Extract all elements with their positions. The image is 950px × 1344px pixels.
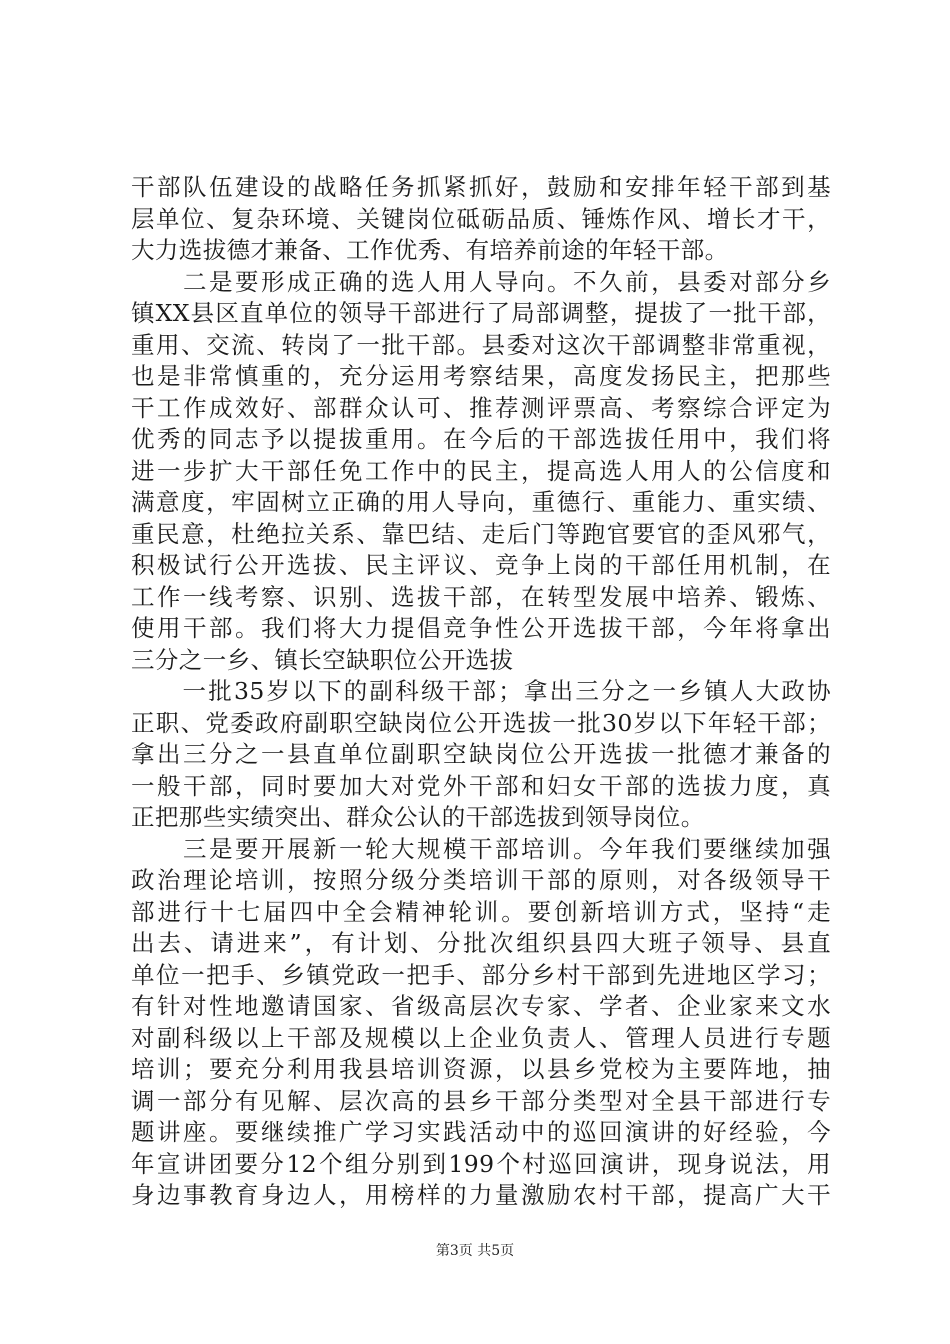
page-footer: 第3页 共5页 bbox=[435, 1243, 515, 1259]
text-line: 干工作成效好、部群众认可、推荐测评票高、考察综合评定为 bbox=[131, 393, 831, 422]
text-line: 满意度，牢固树立正确的用人导向，重德行、重能力、重实绩、 bbox=[131, 488, 831, 516]
text-line: 镇XX县区直单位的领导干部进行了局部调整，提拔了一批干部， bbox=[131, 299, 831, 327]
text-line: 单位一把手、乡镇党政一把手、部分乡村干部到先进地区学习； bbox=[131, 960, 831, 989]
text-line: 年宣讲团要分12个组分别到199个村巡回演讲，现身说法，用 bbox=[131, 1149, 831, 1178]
text-line: 有针对性地邀请国家、省级高层次专家、学者、企业家来文水 bbox=[131, 992, 831, 1020]
text-line: 一般干部，同时要加大对党外干部和妇女干部的选拔力度，真 bbox=[131, 771, 831, 800]
text-line: 进一步扩大干部任免工作中的民主，提高选人用人的公信度和 bbox=[131, 456, 831, 485]
text-line: 二是要形成正确的选人用人导向。不久前，县委对部分乡 bbox=[131, 267, 831, 296]
text-line: 重用、交流、转岗了一批干部。县委对这次干部调整非常重视， bbox=[131, 330, 831, 359]
text-line: 一批35岁以下的副科级干部；拿出三分之一乡镇人大政协 bbox=[131, 677, 831, 705]
text-line: 层单位、复杂环境、关键岗位砥砺品质、锤炼作风、增长才干， bbox=[131, 204, 831, 233]
text-line: 重民意，杜绝拉关系、靠巴结、走后门等跑官要官的歪风邪气， bbox=[131, 519, 831, 548]
text-line: 对副科级以上干部及规模以上企业负责人、管理人员进行专题 bbox=[131, 1023, 831, 1052]
text-line: 三是要开展新一轮大规模干部培训。今年我们要继续加强 bbox=[131, 834, 831, 863]
text-line: 使用干部。我们将大力提倡竞争性公开选拔干部，今年将拿出 bbox=[131, 614, 831, 642]
text-line: 工作一线考察、识别、选拔干部，在转型发展中培养、锻炼、 bbox=[131, 582, 831, 611]
text-line: 拿出三分之一县直单位副职空缺岗位公开选拔一批德才兼备的 bbox=[131, 740, 831, 768]
text-line: 出去、请进来”，有计划、分批次组织县四大班子领导、县直 bbox=[131, 929, 831, 957]
text-line: 也是非常慎重的，充分运用考察结果，高度发扬民主，把那些 bbox=[131, 362, 831, 390]
text-line: 政治理论培训，按照分级分类培训干部的原则，对各级领导干 bbox=[131, 866, 831, 894]
text-line: 大力选拔德才兼备、工作优秀、有培养前途的年轻干部。 bbox=[131, 236, 729, 264]
text-line: 部进行十七届四中全会精神轮训。要创新培训方式，坚持“走 bbox=[131, 897, 831, 926]
text-line: 干部队伍建设的战略任务抓紧抓好，鼓励和安排年轻干部到基 bbox=[131, 173, 831, 201]
text-line: 身边事教育身边人，用榜样的力量激励农村干部，提高广大干 bbox=[131, 1181, 831, 1209]
text-line: 正职、党委政府副职空缺岗位公开选拔一批30岁以下年轻干部； bbox=[131, 708, 831, 737]
text-line: 题讲座。要继续推广学习实践活动中的巡回演讲的好经验，今 bbox=[131, 1118, 831, 1146]
text-line: 积极试行公开选拔、民主评议、竞争上岗的干部任用机制，在 bbox=[131, 551, 831, 579]
text-line: 三分之一乡、镇长空缺职位公开选拔 bbox=[131, 645, 514, 674]
text-line: 正把那些实绩突出、群众公认的干部选拔到领导岗位。 bbox=[131, 803, 705, 831]
text-line: 优秀的同志予以提拔重用。在今后的干部选拔任用中，我们将 bbox=[131, 425, 831, 453]
text-line: 调一部分有见解、层次高的县乡干部分类型对全县干部进行专 bbox=[131, 1086, 831, 1115]
body-text bbox=[131, 172, 831, 1212]
text-line: 培训；要充分利用我县培训资源，以县乡党校为主要阵地，抽 bbox=[131, 1055, 831, 1083]
